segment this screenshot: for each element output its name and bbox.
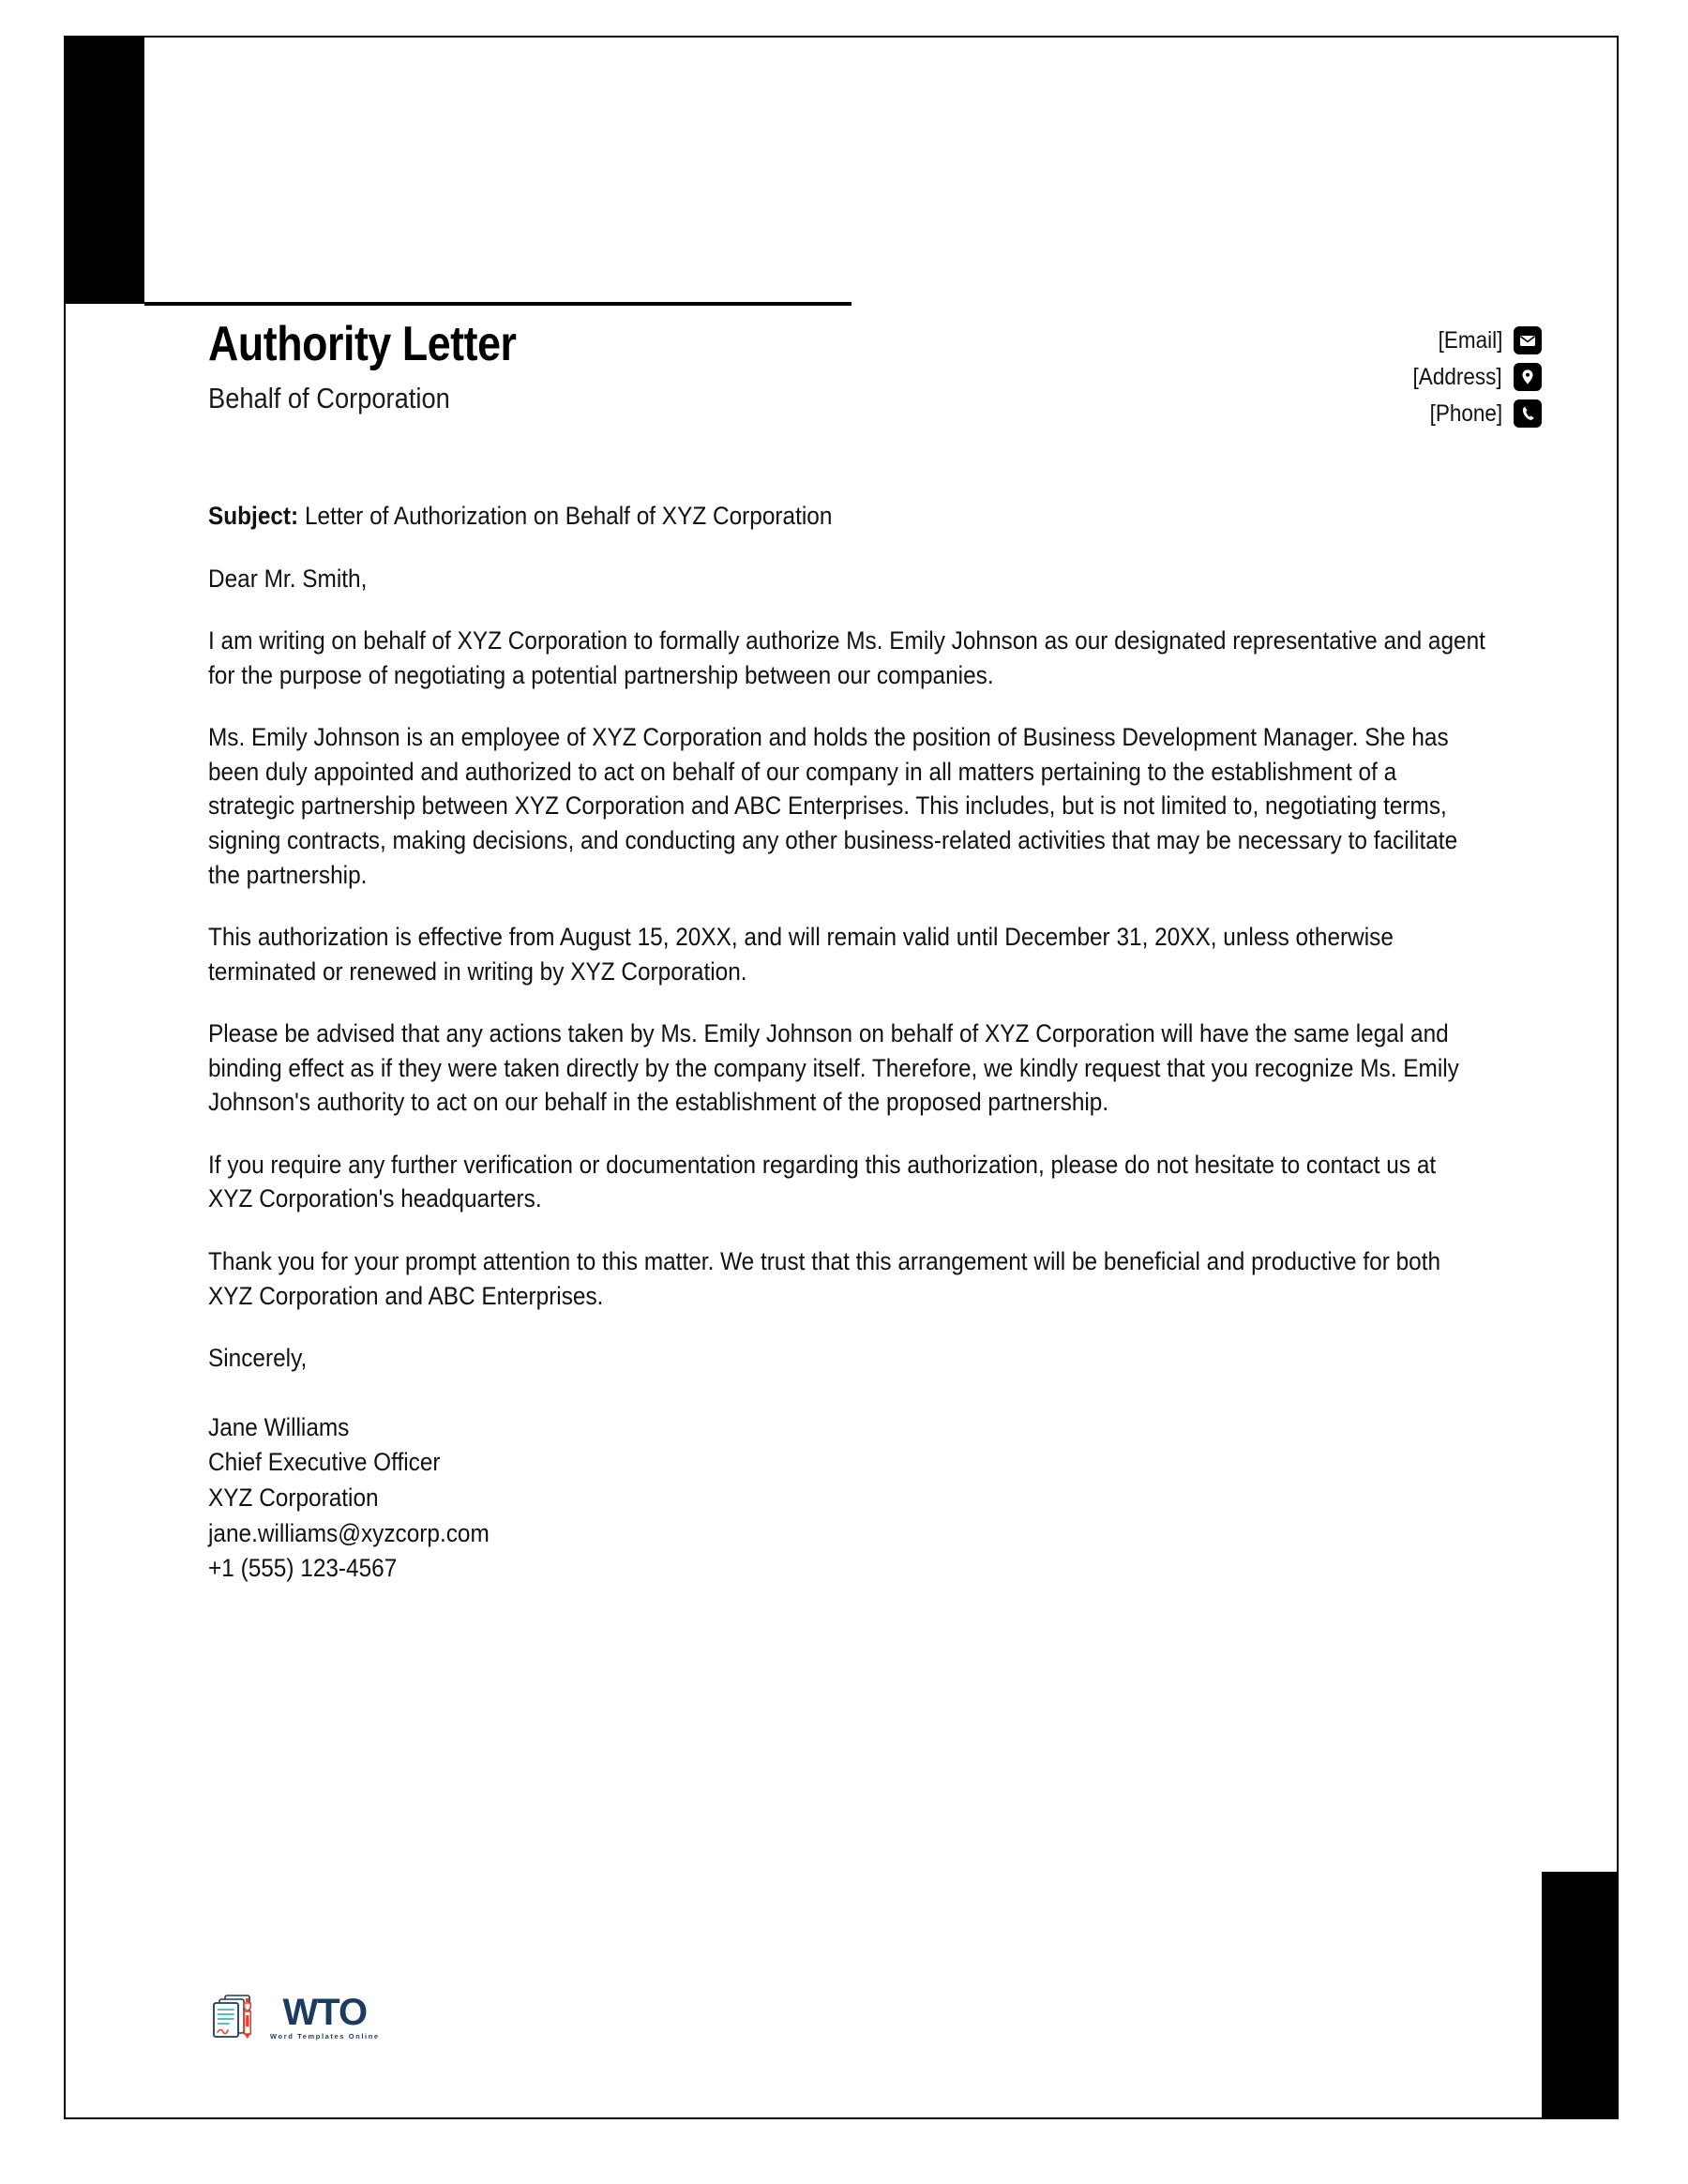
- logo-wordmark: WTO: [282, 1992, 368, 2034]
- page-subtitle: Behalf of Corporation: [208, 381, 450, 414]
- salutation: Dear Mr. Smith,: [208, 564, 368, 593]
- contact-row-email: [1431, 326, 1542, 354]
- decorative-block-bottom-right: [1542, 1872, 1617, 2117]
- signer-phone: +1 (555) 123-4567: [208, 1554, 398, 1583]
- decorative-block-top-left: [66, 38, 144, 304]
- envelope-icon: [1514, 326, 1542, 354]
- contact-label-address: [Address]: [1412, 363, 1502, 390]
- body-paragraph-4: Please be advised that any actions taken by Ms. Emily Johnson on behalf of XYZ Corporation will have the same legal and binding effect as if they were taken directly by the company itself. Therefore, we kindly request that you recognize Ms. Emily Johnson's authority to act on our behalf in the establishment of the proposed partnership.: [208, 1019, 1459, 1117]
- letter-header: [144, 319, 1542, 431]
- body-paragraph-3: This authorization is effective from August 15, 20XX, and will remain valid until December 31, 20XX, unless otherwise terminated or renewed in writing by XYZ Corporation.: [208, 923, 1394, 986]
- subject-line: [208, 499, 1485, 534]
- contact-label-phone: [Phone]: [1429, 399, 1502, 427]
- header-divider-rule: [144, 302, 852, 306]
- wto-logo: [208, 1990, 380, 2044]
- signer-company: XYZ Corporation: [208, 1484, 379, 1512]
- map-pin-icon: [1514, 363, 1542, 391]
- signer-email: jane.williams@xyzcorp.com: [208, 1518, 490, 1547]
- closing-salutation: Sincerely,: [208, 1344, 308, 1373]
- subject-text: Letter of Authorization on Behalf of XYZ Corporation: [298, 502, 833, 530]
- signer-job-title: Chief Executive Officer: [208, 1448, 441, 1477]
- body-paragraph-1: I am writing on behalf of XYZ Corporation to formally authorize Ms. Emily Johnson as our designated representative and agent for the purpose of negotiating a potential partnership between our companies.: [208, 626, 1485, 689]
- body-paragraph-6: Thank you for your prompt attention to this matter. We trust that this arrangement will be beneficial and productive for both XYZ Corporation and ABC Enterprises.: [208, 1247, 1441, 1310]
- contact-row-phone: [1422, 399, 1542, 428]
- contact-info-block: [1403, 326, 1542, 428]
- phone-icon: [1514, 399, 1542, 428]
- logo-tagline: Word Templates Online: [270, 2032, 380, 2041]
- body-paragraph-5: If you require any further verification or documentation regarding this authorization, please do not hesitate to contact us at XYZ Corporation's headquarters.: [208, 1150, 1437, 1213]
- signature-block: [208, 1341, 1485, 1587]
- contact-label-email: [Email]: [1438, 326, 1502, 354]
- title-group: [208, 319, 566, 415]
- page-title: Authority Letter: [208, 317, 517, 371]
- signer-name: Jane Williams: [208, 1412, 350, 1441]
- subject-label: Subject:: [208, 502, 299, 530]
- documents-and-pen-icon: [208, 1990, 266, 2044]
- document-page: [64, 36, 1619, 2119]
- logo-text: [270, 1994, 380, 2041]
- contact-row-address: [1403, 363, 1542, 391]
- body-paragraph-2: Ms. Emily Johnson is an employee of XYZ Corporation and holds the position of Business Development Manager. She has been duly appointed and authorized to act on behalf of our company in all matters pertaining to the establishment of a strategic partnership between XYZ Corporation and ABC Enterprises. This includes, but is not limited to, negotiating terms, signing contracts, making decisions, and conducting any other business-related activities that may be necessary to facilitate the partnership.: [208, 723, 1458, 889]
- letter-body: [208, 499, 1485, 1587]
